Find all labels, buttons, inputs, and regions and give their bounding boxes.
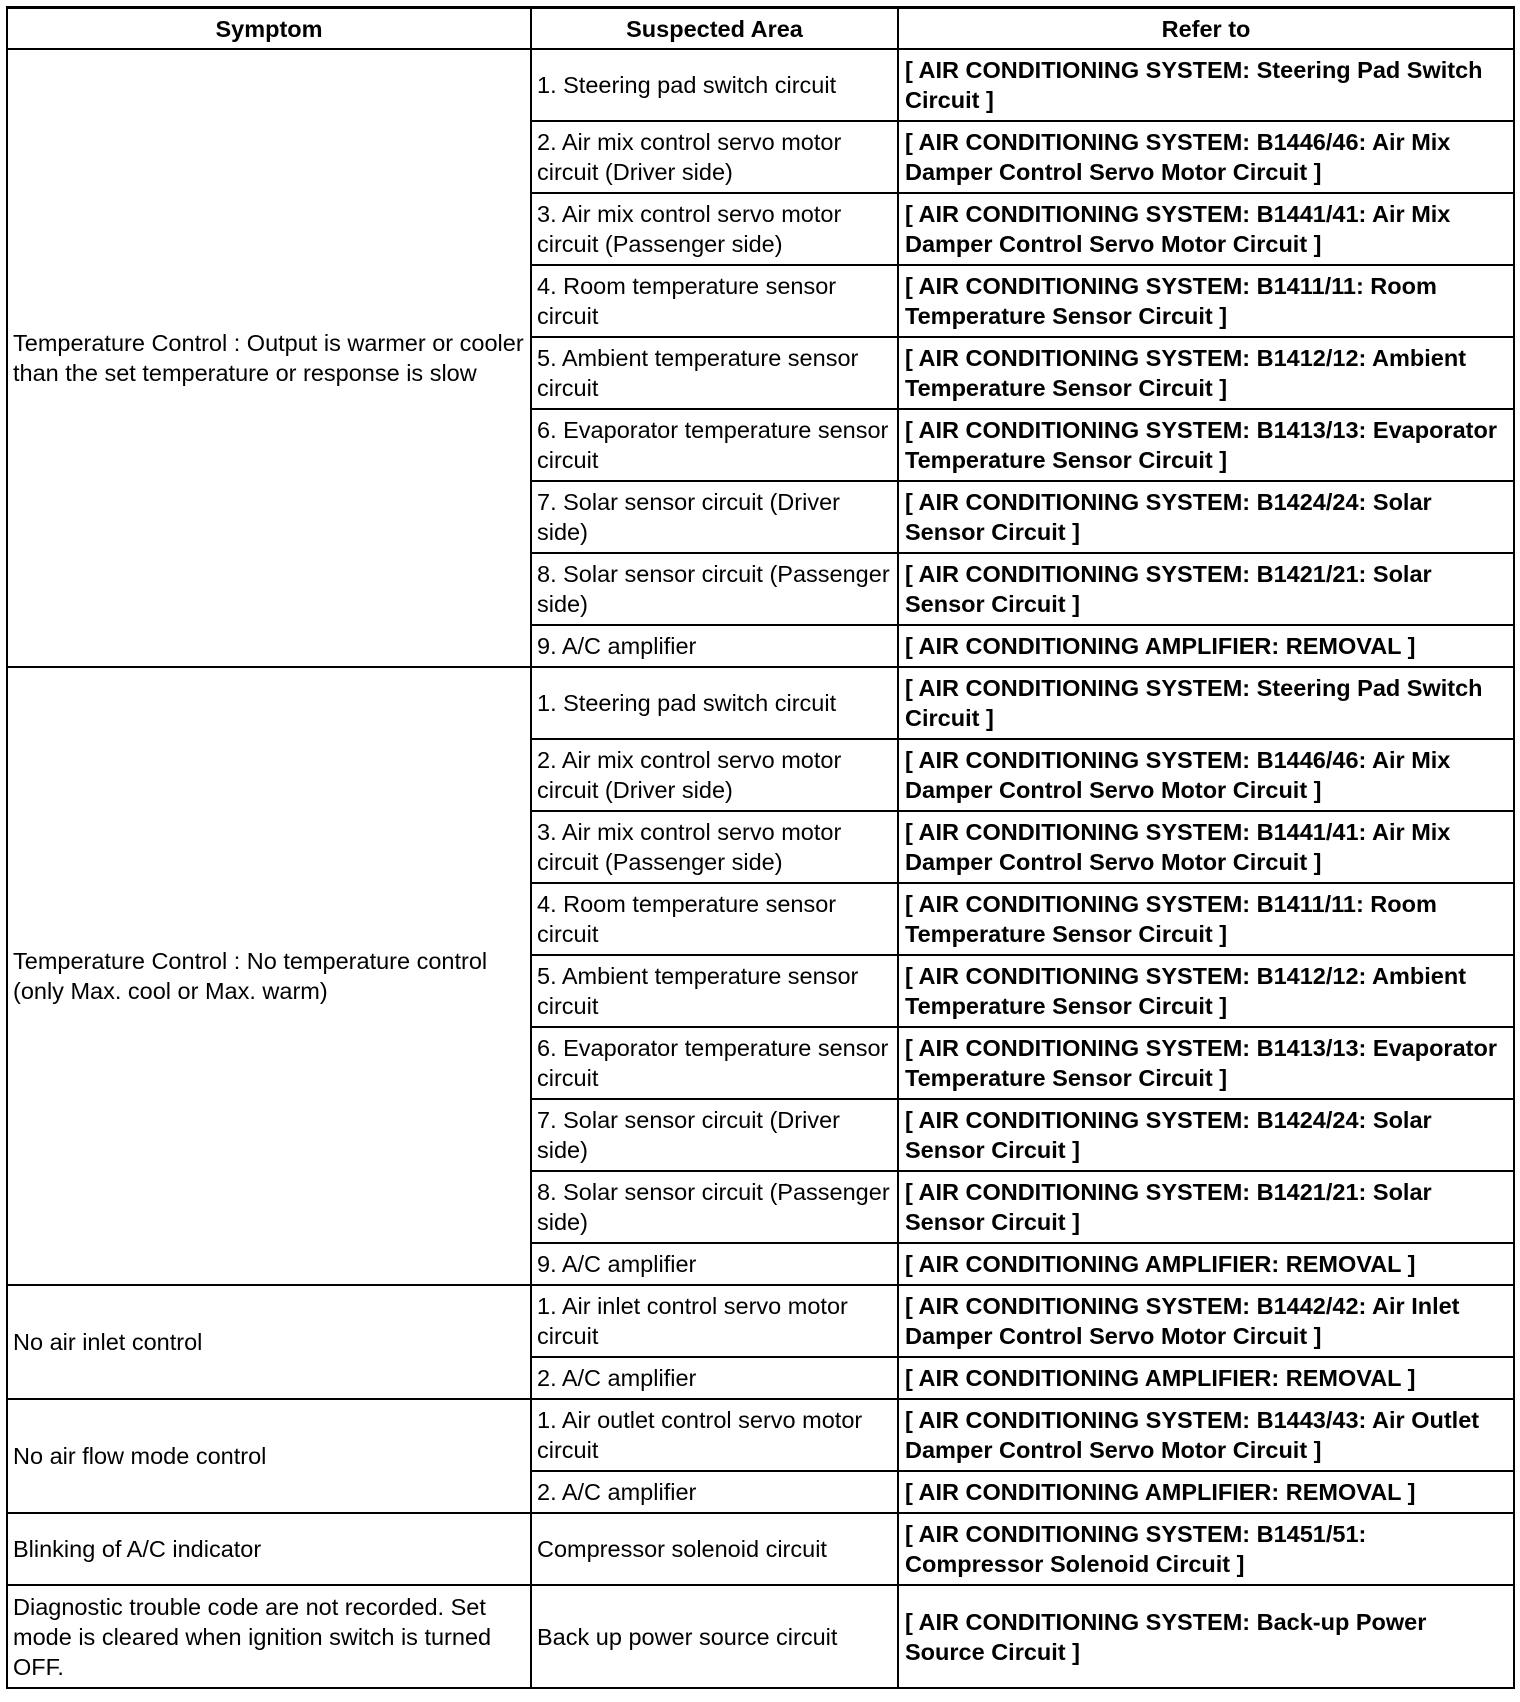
suspected-area-cell: 8. Solar sensor circuit (Passenger side) <box>531 553 898 625</box>
refer-to-cell: [ AIR CONDITIONING SYSTEM: B1446/46: Air Mix Damper Control Servo Motor Circuit ] <box>898 121 1514 193</box>
suspected-area-cell: 3. Air mix control servo motor circuit (Passenger side) <box>531 811 898 883</box>
header-symptom: Symptom <box>7 8 531 50</box>
suspected-area-cell: 9. A/C amplifier <box>531 1243 898 1285</box>
suspected-area-cell: 4. Room temperature sensor circuit <box>531 883 898 955</box>
refer-to-cell: [ AIR CONDITIONING SYSTEM: B1441/41: Air Mix Damper Control Servo Motor Circuit ] <box>898 193 1514 265</box>
suspected-area-cell: 1. Air inlet control servo motor circuit <box>531 1285 898 1357</box>
suspected-area-cell: 2. A/C amplifier <box>531 1471 898 1513</box>
refer-to-cell: [ AIR CONDITIONING SYSTEM: B1421/21: Solar Sensor Circuit ] <box>898 553 1514 625</box>
suspected-area-cell: Compressor solenoid circuit <box>531 1513 898 1585</box>
refer-to-cell: [ AIR CONDITIONING SYSTEM: B1451/51: Compressor Solenoid Circuit ] <box>898 1513 1514 1585</box>
refer-to-cell: [ AIR CONDITIONING SYSTEM: B1441/41: Air Mix Damper Control Servo Motor Circuit ] <box>898 811 1514 883</box>
suspected-area-cell: 8. Solar sensor circuit (Passenger side) <box>531 1171 898 1243</box>
suspected-area-cell: Back up power source circuit <box>531 1585 898 1688</box>
refer-to-cell: [ AIR CONDITIONING AMPLIFIER: REMOVAL ] <box>898 1471 1514 1513</box>
symptom-cell: Temperature Control : Output is warmer or cooler than the set temperature or response is slow <box>7 49 531 667</box>
refer-to-cell: [ AIR CONDITIONING SYSTEM: B1443/43: Air Outlet Damper Control Servo Motor Circuit ] <box>898 1399 1514 1471</box>
refer-to-cell: [ AIR CONDITIONING SYSTEM: B1446/46: Air Mix Damper Control Servo Motor Circuit ] <box>898 739 1514 811</box>
refer-to-cell: [ AIR CONDITIONING SYSTEM: B1424/24: Solar Sensor Circuit ] <box>898 1099 1514 1171</box>
suspected-area-cell: 7. Solar sensor circuit (Driver side) <box>531 481 898 553</box>
refer-to-cell: [ AIR CONDITIONING SYSTEM: B1413/13: Evaporator Temperature Sensor Circuit ] <box>898 409 1514 481</box>
symptom-cell: Diagnostic trouble code are not recorded. Set mode is cleared when ignition switch is turned OFF. <box>7 1585 531 1688</box>
refer-to-cell: [ AIR CONDITIONING SYSTEM: B1421/21: Solar Sensor Circuit ] <box>898 1171 1514 1243</box>
refer-to-cell: [ AIR CONDITIONING SYSTEM: B1442/42: Air Inlet Damper Control Servo Motor Circuit ] <box>898 1285 1514 1357</box>
suspected-area-cell: 6. Evaporator temperature sensor circuit <box>531 1027 898 1099</box>
symptom-cell: Temperature Control : No temperature control (only Max. cool or Max. warm) <box>7 667 531 1285</box>
refer-to-cell: [ AIR CONDITIONING SYSTEM: Back-up Power Source Circuit ] <box>898 1585 1514 1688</box>
suspected-area-cell: 4. Room temperature sensor circuit <box>531 265 898 337</box>
suspected-area-cell: 1. Steering pad switch circuit <box>531 667 898 739</box>
table-row <box>7 1513 1514 1585</box>
symptom-cell: Blinking of A/C indicator <box>7 1513 531 1585</box>
header-row <box>7 8 1514 50</box>
suspected-area-cell: 2. Air mix control servo motor circuit (Driver side) <box>531 121 898 193</box>
refer-to-cell: [ AIR CONDITIONING SYSTEM: B1424/24: Solar Sensor Circuit ] <box>898 481 1514 553</box>
table-row <box>7 667 1514 739</box>
page <box>6 6 1515 1689</box>
refer-to-cell: [ AIR CONDITIONING AMPLIFIER: REMOVAL ] <box>898 1243 1514 1285</box>
suspected-area-cell: 9. A/C amplifier <box>531 625 898 667</box>
suspected-area-cell: 5. Ambient temperature sensor circuit <box>531 337 898 409</box>
troubleshooting-table <box>6 6 1515 1689</box>
suspected-area-cell: 2. Air mix control servo motor circuit (Driver side) <box>531 739 898 811</box>
header-suspected-area: Suspected Area <box>531 8 898 50</box>
symptom-cell: No air flow mode control <box>7 1399 531 1513</box>
refer-to-cell: [ AIR CONDITIONING AMPLIFIER: REMOVAL ] <box>898 1357 1514 1399</box>
table-row <box>7 1399 1514 1471</box>
symptom-cell: No air inlet control <box>7 1285 531 1399</box>
refer-to-cell: [ AIR CONDITIONING SYSTEM: Steering Pad Switch Circuit ] <box>898 667 1514 739</box>
suspected-area-cell: 2. A/C amplifier <box>531 1357 898 1399</box>
table-row <box>7 1585 1514 1688</box>
refer-to-cell: [ AIR CONDITIONING SYSTEM: B1412/12: Ambient Temperature Sensor Circuit ] <box>898 955 1514 1027</box>
suspected-area-cell: 6. Evaporator temperature sensor circuit <box>531 409 898 481</box>
refer-to-cell: [ AIR CONDITIONING SYSTEM: B1411/11: Room Temperature Sensor Circuit ] <box>898 883 1514 955</box>
suspected-area-cell: 1. Steering pad switch circuit <box>531 49 898 121</box>
refer-to-cell: [ AIR CONDITIONING SYSTEM: B1412/12: Ambient Temperature Sensor Circuit ] <box>898 337 1514 409</box>
suspected-area-cell: 1. Air outlet control servo motor circuit <box>531 1399 898 1471</box>
refer-to-cell: [ AIR CONDITIONING SYSTEM: B1411/11: Room Temperature Sensor Circuit ] <box>898 265 1514 337</box>
refer-to-cell: [ AIR CONDITIONING AMPLIFIER: REMOVAL ] <box>898 625 1514 667</box>
suspected-area-cell: 5. Ambient temperature sensor circuit <box>531 955 898 1027</box>
suspected-area-cell: 7. Solar sensor circuit (Driver side) <box>531 1099 898 1171</box>
table-row <box>7 49 1514 121</box>
header-refer-to: Refer to <box>898 8 1514 50</box>
table-row <box>7 1285 1514 1357</box>
refer-to-cell: [ AIR CONDITIONING SYSTEM: B1413/13: Evaporator Temperature Sensor Circuit ] <box>898 1027 1514 1099</box>
refer-to-cell: [ AIR CONDITIONING SYSTEM: Steering Pad Switch Circuit ] <box>898 49 1514 121</box>
suspected-area-cell: 3. Air mix control servo motor circuit (Passenger side) <box>531 193 898 265</box>
